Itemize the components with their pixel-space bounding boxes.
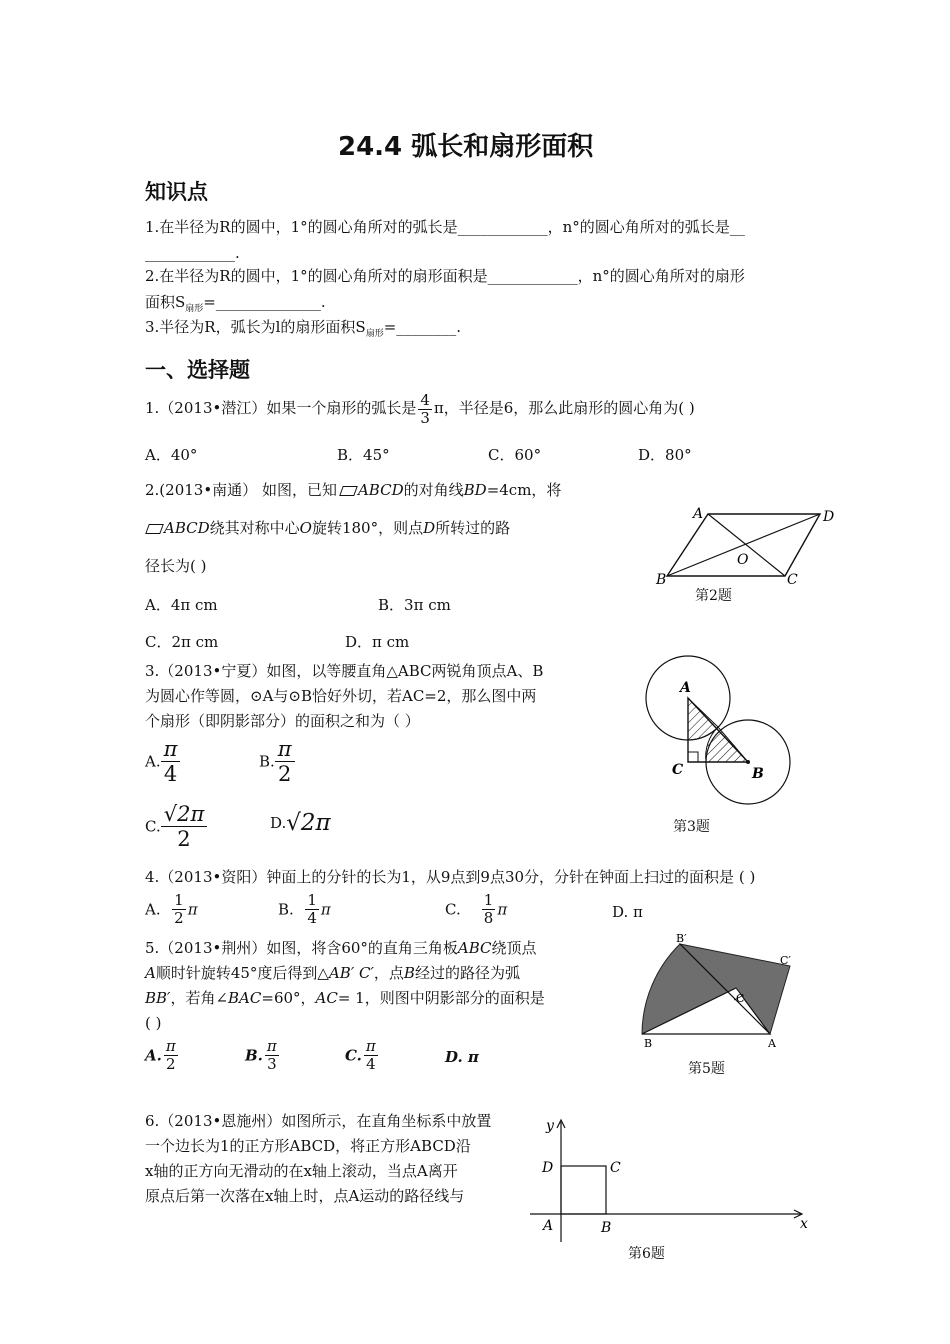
- numerator: √2π: [161, 802, 208, 827]
- numerator: 1: [307, 891, 317, 909]
- fraction: [482, 892, 496, 927]
- q4-option-d: D. π: [612, 903, 643, 921]
- q6-caption: 第6题: [628, 1246, 665, 1262]
- q3-option-d: [270, 810, 331, 836]
- numerator: π: [165, 1037, 176, 1055]
- text: ABCD: [357, 481, 404, 499]
- denominator: 2: [177, 827, 191, 851]
- denominator: 2: [174, 909, 184, 927]
- q1-fraction: [418, 392, 432, 427]
- q3-option-b: [259, 737, 295, 786]
- text: =4cm，将: [486, 481, 562, 499]
- q3-line2: 为圆心作等圆，⊙A与⊙B恰好外切，若AC=2，那么图中两: [145, 687, 537, 705]
- text: AB′ C′: [328, 964, 374, 982]
- section-choice-heading: 一、选择题: [145, 358, 250, 382]
- q5-option-c: [345, 1038, 380, 1073]
- text: 所转过的路: [435, 519, 511, 537]
- q5-line2: [145, 962, 520, 984]
- q1-option-d: D．80°: [638, 446, 692, 464]
- text: ，若角∠: [170, 989, 229, 1007]
- q2-option-b: B．3π cm: [378, 596, 451, 614]
- value: √2π: [286, 810, 331, 836]
- label-y: y: [546, 1118, 554, 1134]
- knowledge-item-1-line2: ____________.: [145, 244, 240, 262]
- text: BAC: [228, 989, 262, 1007]
- label-a: A: [693, 506, 704, 522]
- denominator: 3: [420, 408, 430, 427]
- q3-option-c: [145, 802, 207, 851]
- label: B.: [278, 900, 294, 919]
- knowledge-item-2-line1: 2.在半径为R的圆中，1°的圆心角所对的扇形面积是____________，n°的圆心角所对的扇形: [145, 267, 745, 285]
- numerator: 1: [174, 891, 184, 909]
- text: 顺时针旋转45°度后得到△: [155, 964, 329, 982]
- label-c: C: [736, 992, 745, 1005]
- numerator: 1: [483, 891, 494, 909]
- q4-option-b: [278, 892, 331, 927]
- text: =______________.: [203, 293, 326, 311]
- text: 绕其对称中心: [209, 519, 300, 537]
- text: 5.（2013•荆州）如图，将含60°的直角三角板: [145, 939, 458, 957]
- q5-option-b: [245, 1038, 281, 1073]
- label-d: D: [542, 1160, 554, 1176]
- q3-line3: 个扇形（即阴影部分）的面积之和为（ ）: [145, 712, 420, 730]
- q3-option-a: [145, 737, 180, 786]
- denominator: 2: [278, 762, 292, 786]
- q6-figure: [530, 1112, 820, 1247]
- fraction: [161, 737, 181, 786]
- text: A: [145, 964, 156, 982]
- q6-line3: x轴的正方向无滑动的在x轴上滚动，当点A离开: [145, 1162, 458, 1180]
- fraction: [265, 1038, 279, 1073]
- q2-line2: [145, 517, 510, 539]
- label-d: D: [823, 509, 835, 525]
- q4-option-c: [445, 892, 507, 927]
- fraction: [305, 892, 319, 927]
- label-c: C: [787, 572, 798, 588]
- fraction: [161, 802, 208, 851]
- numerator: π: [161, 737, 181, 762]
- text: =________.: [383, 318, 462, 336]
- text: D: [423, 519, 436, 537]
- q4-text: 4.（2013•资阳）钟面上的分针的长为1，从9点到9点30分，分针在钟面上扫过的面积是 ( ): [145, 868, 756, 886]
- text: BD: [463, 481, 487, 499]
- label: A.: [145, 752, 161, 771]
- label: B.: [245, 1046, 263, 1065]
- text: =60°，: [261, 989, 316, 1007]
- label-c: C: [610, 1160, 621, 1176]
- parallelogram-symbol: [339, 486, 358, 496]
- q2-line3: 径长为( ): [145, 557, 207, 575]
- denominator: 3: [267, 1055, 277, 1073]
- label-x: x: [800, 1216, 808, 1232]
- right-angle-mark: [688, 752, 698, 762]
- q4-option-a: [145, 892, 198, 927]
- q2-option-d: D．π cm: [345, 633, 410, 651]
- q2-line1: [145, 479, 561, 501]
- q1-option-a: A．40°: [145, 446, 198, 464]
- subscript: 扇形: [185, 304, 204, 314]
- q2-option-c: C．2π cm: [145, 633, 219, 651]
- label-b: B: [656, 572, 667, 588]
- text: 旋转180°，则点: [311, 519, 424, 537]
- q5-figure: [630, 930, 800, 1055]
- q3-line1: 3.（2013•宁夏）如图，以等腰直角△ABC两锐角顶点A、B: [145, 662, 544, 680]
- square-abcd: [561, 1166, 606, 1214]
- text: ，点: [373, 964, 404, 982]
- q1-text-pre: 1.（2013•潜江）如果一个扇形的弧长是: [145, 399, 417, 417]
- label: C.: [145, 817, 161, 836]
- knowledge-item-3: [145, 316, 461, 345]
- text: 3.半径为R，弧长为l的扇形面积S: [145, 318, 366, 336]
- label-c-prime: C′: [780, 954, 791, 967]
- q3-figure: [640, 652, 820, 812]
- q5-line1: [145, 937, 537, 959]
- q5-option-d: D. π: [445, 1048, 479, 1066]
- q1-option-b: B．45°: [337, 446, 390, 464]
- numerator: π: [365, 1037, 376, 1055]
- label: B.: [259, 752, 275, 771]
- denominator: 4: [366, 1055, 376, 1073]
- q2-option-a: A．4π cm: [145, 596, 218, 614]
- knowledge-heading: 知识点: [145, 180, 208, 204]
- label-a: A: [680, 680, 691, 696]
- label: A.: [145, 1046, 162, 1065]
- label: A.: [145, 900, 161, 919]
- fraction: [275, 737, 295, 786]
- parallelogram-symbol: [145, 524, 164, 534]
- denominator: 2: [166, 1055, 176, 1073]
- pi: π: [187, 900, 198, 919]
- q5-caption: 第5题: [688, 1061, 725, 1077]
- text: B: [403, 964, 415, 982]
- text: = 1，则图中阴影部分的面积是: [337, 989, 545, 1007]
- pi: π: [497, 900, 508, 919]
- page-title: 24.4 弧长和扇形面积: [338, 132, 594, 162]
- denominator: 8: [483, 909, 494, 927]
- q6-line4: 原点后第一次落在x轴上时，点A运动的路径线与: [145, 1187, 465, 1205]
- denominator: 4: [307, 909, 317, 927]
- text: O: [299, 519, 312, 537]
- label: C.: [445, 900, 461, 919]
- label-b-prime: B′: [676, 932, 687, 945]
- text: BB′: [145, 989, 171, 1007]
- text: 面积S: [145, 293, 186, 311]
- text: 2.(2013•南通） 如图，已知: [145, 481, 337, 499]
- text: 经过的路径为弧: [414, 964, 520, 982]
- label-b: B: [601, 1220, 612, 1236]
- text: ABC: [457, 939, 492, 957]
- numerator: 4: [420, 390, 430, 409]
- label-a: A: [543, 1218, 554, 1234]
- q1-text-post: π，半径是6，那么此扇形的圆心角为( ): [433, 399, 695, 417]
- label: C.: [345, 1046, 362, 1065]
- subscript: 扇形: [365, 329, 384, 339]
- point-b: [746, 760, 750, 764]
- label: D.: [270, 814, 287, 832]
- numerator: π: [275, 737, 295, 762]
- label-b: B: [644, 1037, 653, 1050]
- text: 的对角线: [403, 481, 464, 499]
- q1-option-c: C．60°: [488, 446, 542, 464]
- numerator: π: [266, 1037, 277, 1055]
- q6-line1: 6.（2013•恩施州）如图所示，在直角坐标系中放置: [145, 1112, 492, 1130]
- text: ABCD: [164, 519, 210, 537]
- pi: π: [320, 900, 331, 919]
- q5-line3: [145, 987, 545, 1009]
- q6-line2: 一个边长为1的正方形ABCD，将正方形ABCD沿: [145, 1137, 471, 1155]
- label-b: B: [752, 766, 764, 782]
- knowledge-item-1-line1: 1.在半径为R的圆中，1°的圆心角所对的弧长是____________，n°的圆心角所对的弧长是__: [145, 218, 745, 236]
- label-c: C: [672, 762, 684, 778]
- label-a: A: [768, 1037, 776, 1050]
- denominator: 4: [163, 762, 178, 786]
- label-o: O: [737, 552, 749, 568]
- q2-caption: 第2题: [695, 588, 732, 604]
- question-1: [145, 386, 695, 430]
- q5-option-a: [145, 1038, 180, 1073]
- q2-figure: [650, 500, 850, 610]
- fraction: [164, 1038, 178, 1073]
- q3-caption: 第3题: [673, 819, 710, 835]
- fraction: [172, 892, 186, 927]
- text: 绕顶点: [491, 939, 537, 957]
- q5-line4: ( ): [145, 1014, 162, 1032]
- text: AC: [315, 989, 338, 1007]
- fraction: [364, 1038, 378, 1073]
